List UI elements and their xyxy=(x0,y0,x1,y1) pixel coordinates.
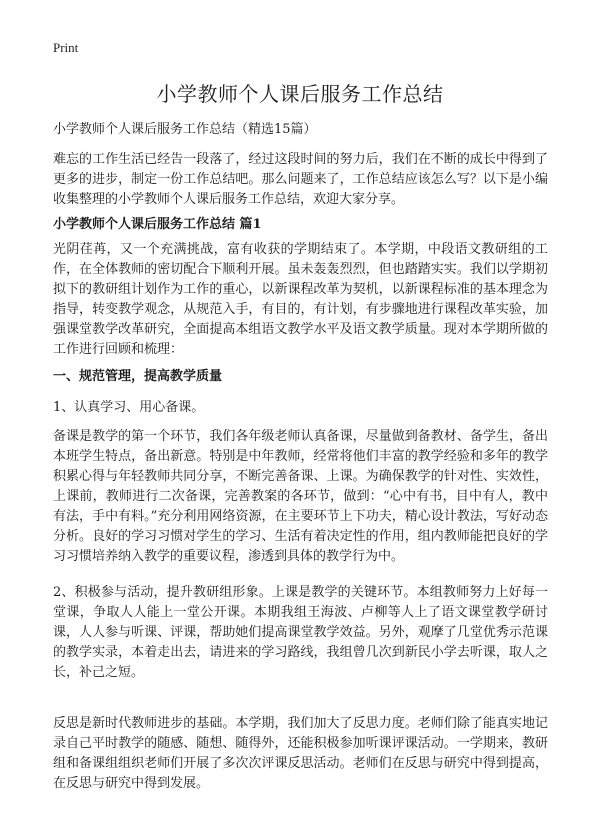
section-heading-1: 一、规范管理，提高教学质量 xyxy=(53,369,223,384)
article-heading: 小学教师个人课后服务工作总结 篇1 xyxy=(53,217,262,232)
body-paragraph-2: 备课是教学的第一个环节，我们各年级老师认真备课，尽量做到备教材、备学生，备出本班学生特点，备出新意。特别是中年教师，经常将他们丰富的教学经验和多年的教学积累心得与年轻教师共同分享，不断完善备课、上课。为确保教学的针对性、实效性，上课前，教师进行二次备课，完善教案的各环节，做到：“心中有书，目中有人，教中有法，手中有料。”充分利用网络资源，在主要环节上下功夫，精心设计教法，写好动态分析。良好的学习习惯对学生的学习、生活有着决定性的作用，组内教师能把良好的学习习惯培养纳入教学的重要议程，渗透到具体的教学行为中。 xyxy=(53,429,548,564)
body-paragraph-1: 光阴荏苒，又一个充满挑战，富有收获的学期结束了。本学期，中段语文教研组的工作，在全体教师的密切配合下顺利开展。虽未轰轰烈烈，但也踏踏实实。我们以学期初拟下的教研组计划作为工作的重心，以新课程改革为契机，以新课程标准的基本理念为指导，转变教学观念，从规范入手，有目的，有计划，有步骤地进行课程改革实验，加强课堂教学改革研究，全面提高本组语文教学水平及语文教学质量。现对本学期所做的工作进行回顾和梳理： xyxy=(53,242,548,357)
body-paragraph-3: 2、积极参与活动，提升教研组形象。上课是教学的关键环节。本组教师努力上好每一堂课，争取人人能上一堂公开课。本期我组王海波、卢柳等人上了语文课堂教学研讨课，人人参与听课、评课，帮助她们提高课堂教学效益。另外，观摩了几堂优秀示范课的教学实录，本着走出去，请进来的学习路线，我组曾几次到新民小学去听课，取人之长，补己之短。 xyxy=(53,585,548,680)
intro-paragraph: 难忘的工作生活已经告一段落了，经过这段时间的努力后，我们在不断的成长中得到了更多的进步，制定一份工作总结吧。那么问题来了，工作总结应该怎么写？以下是小编收集整理的小学教师个人课后服务工作总结，欢迎大家分享。 xyxy=(53,152,548,207)
page-title: 小学教师个人课后服务工作总结 xyxy=(156,82,444,106)
body-paragraph-4: 反思是新时代教师进步的基础。本学期，我们加大了反思力度。老师们除了能真实地记录自己平时教学的随感、随想、随得外，还能积极参加听课评课活动。一学期来，教研组和备课组组织老师们开展了多次次评课反思活动。老师们在反思与研究中得到提高，在反思与研究中得到发展。 xyxy=(53,716,548,791)
document-subtitle: 小学教师个人课后服务工作总结（精选15篇） xyxy=(53,122,317,137)
print-link[interactable]: Print xyxy=(53,40,79,55)
list-item-1: 1、认真学习、用心备课。 xyxy=(53,400,205,415)
